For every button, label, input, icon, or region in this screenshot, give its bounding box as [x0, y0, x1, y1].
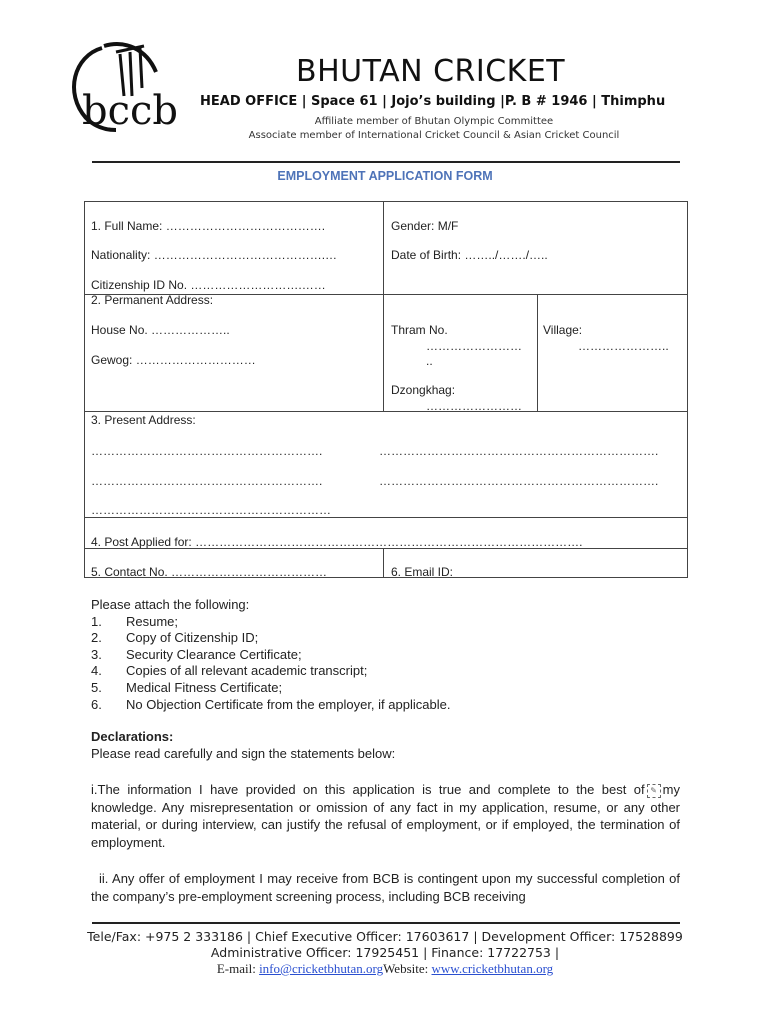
- present-address-line[interactable]: ………………………………………………….: [91, 444, 323, 458]
- head-office-address: HEAD OFFICE | Space 61 | Jojo’s building |P. B # 1946 | Thimphu: [200, 94, 666, 109]
- dzongkhag-label: Dzongkhag:: [391, 383, 456, 397]
- affiliation-icc: Associate member of International Cricket Council & Asian Cricket Council: [248, 130, 620, 141]
- list-item: 4. Copies of all relevant academic transcript;: [91, 663, 368, 679]
- declarations-heading: Declarations:: [91, 729, 174, 744]
- dzongkhag-field[interactable]: ……………………: [426, 399, 522, 413]
- email-id-field[interactable]: 6. Email ID:: [391, 565, 454, 579]
- thram-no-label: Thram No.: [391, 323, 448, 337]
- declaration-paragraph-2: ii. Any offer of employment I may receive from BCB is contingent upon my successful completion of the company’s pre-employment screening process, including BCB receiving: [91, 871, 680, 904]
- full-name-field[interactable]: 1. Full Name: ………………………………….: [91, 219, 326, 233]
- thram-no-field-cont: ..: [426, 354, 433, 368]
- list-item: 1. Resume;: [91, 613, 179, 629]
- footer-contacts: Tele/Fax: +975 2 333186 | Chief Executive Officer: 17603617 | Development Officer: 17528899: [87, 929, 683, 944]
- attachments-list: [91, 597, 450, 713]
- list-item: 2. Copy of Citizenship ID;: [91, 630, 259, 646]
- nationality-field[interactable]: Nationality: …………………………………….…: [91, 248, 338, 262]
- post-applied-field[interactable]: 4. Post Applied for: …………………………………………………………………………………….: [91, 535, 583, 549]
- house-no-field[interactable]: House No. ………………..: [91, 323, 230, 337]
- present-address-line[interactable]: ……………………………………………………: [91, 503, 331, 517]
- thram-no-field[interactable]: ……………………: [426, 339, 522, 353]
- declarations-subheading: Please read carefully and sign the statements below:: [91, 746, 396, 761]
- present-address-line[interactable]: …………………………………………………………….: [379, 444, 659, 458]
- gender-field[interactable]: Gender: M/F: [391, 219, 459, 233]
- email-link[interactable]: info@cricketbhutan.org: [259, 961, 384, 976]
- header-divider: [92, 161, 680, 163]
- present-address-section: [84, 411, 688, 518]
- permanent-address-label: 2. Permanent Address:: [91, 293, 214, 307]
- citizenship-id-field[interactable]: Citizenship ID No. ……………………….……: [91, 278, 326, 292]
- list-item: 5. Medical Fitness Certificate;: [91, 679, 283, 695]
- footer-divider: [92, 922, 680, 924]
- present-address-line[interactable]: ………………………………………………….: [91, 474, 323, 488]
- form-title: EMPLOYMENT APPLICATION FORM: [277, 169, 493, 183]
- date-of-birth-field[interactable]: Date of Birth: ……../……./…..: [391, 248, 548, 262]
- village-label: Village:: [543, 323, 583, 337]
- affiliation-olympic: Affiliate member of Bhutan Olympic Committee: [314, 116, 554, 127]
- website-link[interactable]: www.cricketbhutan.org: [431, 961, 554, 976]
- present-address-label: 3. Present Address:: [91, 413, 196, 427]
- footer-links: E-mail: info@cricketbhutan.orgWebsite: www.cricketbhutan.org: [216, 961, 554, 976]
- org-name: BHUTAN CRICKET: [296, 54, 566, 89]
- attachments-heading: Please attach the following:: [91, 597, 250, 612]
- signature-placeholder-icon: ✎: [647, 784, 661, 798]
- footer-contacts-2: Administrative Officer: 17925451 | Finance: 17722753 |: [210, 945, 560, 960]
- declaration-paragraph-1: i.The information I have provided on this application is true and complete to the best of ✎ my knowledge. Any misrepresentation or omission of any fact in my application, resume, or any other material, or during interview, can justify the refusal of employment, or if employed, the termination of employment.: [91, 782, 680, 850]
- village-field[interactable]: …………………..: [578, 339, 669, 353]
- list-item: 6. No Objection Certificate from the employer, if applicable.: [91, 696, 451, 712]
- logo-text: bccb: [82, 88, 179, 134]
- present-address-line[interactable]: …………………………………………………………….: [379, 474, 659, 488]
- list-item: 3. Security Clearance Certificate;: [91, 646, 302, 662]
- gewog-field[interactable]: Gewog: …………………………: [91, 353, 256, 367]
- contact-no-field[interactable]: 5. Contact No. …………………………………: [91, 565, 328, 579]
- column-divider: [383, 201, 384, 295]
